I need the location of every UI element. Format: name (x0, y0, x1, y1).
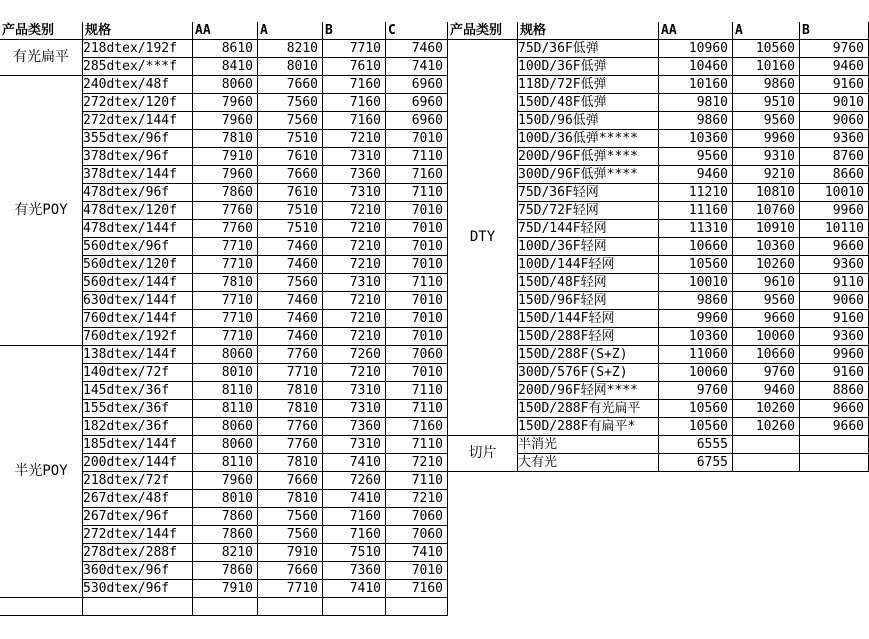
price-cell: 7060 (386, 346, 448, 364)
price-cell: 9860 (733, 76, 800, 94)
spec-cell: 150D/288F(S+Z) (518, 346, 659, 364)
spec-cell: 630dtex/144f (83, 292, 193, 310)
price-cell: 6960 (386, 112, 448, 130)
price-cell: 7560 (258, 526, 323, 544)
price-cell: 7460 (258, 238, 323, 256)
spec-cell: 300D/96F低弹**** (518, 166, 659, 184)
spec-cell: 760dtex/192f (83, 328, 193, 346)
spec-cell: 118D/72F低弹 (518, 76, 659, 94)
price-cell: 7760 (193, 202, 258, 220)
header-cell: AA (193, 22, 258, 40)
price-cell: 8060 (193, 346, 258, 364)
price-cell: 7210 (323, 238, 386, 256)
price-cell: 11210 (659, 184, 733, 202)
spec-cell: 360dtex/96f (83, 562, 193, 580)
price-cell: 9210 (733, 166, 800, 184)
price-cell: 9660 (800, 400, 869, 418)
price-cell: 8110 (193, 454, 258, 472)
price-cell: 7310 (323, 148, 386, 166)
price-cell: 7010 (386, 130, 448, 148)
header-cell: 规格 (83, 22, 193, 40)
price-cell: 8010 (193, 364, 258, 382)
price-cell: 8110 (193, 382, 258, 400)
price-cell: 9060 (800, 112, 869, 130)
price-cell: 7110 (386, 148, 448, 166)
price-cell: 7410 (323, 490, 386, 508)
price-cell: 10460 (659, 58, 733, 76)
spec-cell: 478dtex/120f (83, 202, 193, 220)
price-cell: 7910 (258, 544, 323, 562)
price-cell: 9960 (659, 310, 733, 328)
price-cell: 7110 (386, 274, 448, 292)
empty-cell (323, 598, 386, 616)
price-cell: 7360 (323, 418, 386, 436)
price-cell: 8410 (193, 58, 258, 76)
price-cell: 8060 (193, 418, 258, 436)
price-cell: 10360 (733, 238, 800, 256)
price-cell: 9660 (800, 238, 869, 256)
price-cell: 7160 (386, 166, 448, 184)
price-cell: 7260 (323, 346, 386, 364)
price-cell: 7210 (323, 292, 386, 310)
spec-cell: 378dtex/144f (83, 166, 193, 184)
price-cell: 7160 (323, 526, 386, 544)
spec-cell: 100D/36F轻网 (518, 238, 659, 256)
price-cell: 7310 (323, 274, 386, 292)
price-cell: 7160 (386, 418, 448, 436)
price-cell: 6960 (386, 94, 448, 112)
price-cell: 7960 (193, 166, 258, 184)
price-cell: 7710 (193, 328, 258, 346)
spec-cell: 185dtex/144f (83, 436, 193, 454)
empty-cell (193, 598, 258, 616)
price-cell: 9510 (733, 94, 800, 112)
price-cell: 8610 (193, 40, 258, 58)
price-cell: 10360 (659, 328, 733, 346)
spec-cell: 145dtex/36f (83, 382, 193, 400)
spec-cell: 182dtex/36f (83, 418, 193, 436)
price-cell: 10560 (733, 40, 800, 58)
price-cell: 9160 (800, 310, 869, 328)
price-cell: 8860 (800, 382, 869, 400)
price-cell: 7460 (386, 40, 448, 58)
price-cell: 7560 (258, 508, 323, 526)
price-cell: 7160 (386, 580, 448, 598)
price-cell: 7210 (323, 220, 386, 238)
price-cell: 7160 (323, 94, 386, 112)
price-cell: 9360 (800, 130, 869, 148)
spec-cell: 200dtex/144f (83, 454, 193, 472)
spec-cell: 150D/144F轻网 (518, 310, 659, 328)
price-cell: 8210 (258, 40, 323, 58)
price-cell: 7010 (386, 310, 448, 328)
spec-cell: 200D/96F低弹**** (518, 148, 659, 166)
empty-cell (386, 598, 448, 616)
price-cell: 9310 (733, 148, 800, 166)
spec-cell: 140dtex/72f (83, 364, 193, 382)
price-cell: 7860 (193, 508, 258, 526)
price-cell: 7960 (193, 94, 258, 112)
price-cell: 9360 (800, 328, 869, 346)
price-cell: 7410 (386, 58, 448, 76)
empty-cell (83, 598, 193, 616)
price-cell: 9460 (800, 58, 869, 76)
price-cell: 7810 (193, 130, 258, 148)
spec-cell: 560dtex/144f (83, 274, 193, 292)
price-cell: 7710 (258, 364, 323, 382)
spec-cell: 100D/144F轻网 (518, 256, 659, 274)
price-cell: 9760 (733, 364, 800, 382)
price-cell: 7510 (323, 544, 386, 562)
price-cell: 9860 (659, 112, 733, 130)
price-cell: 7760 (193, 220, 258, 238)
price-cell: 9160 (800, 76, 869, 94)
price-cell: 8210 (193, 544, 258, 562)
price-cell: 6755 (659, 454, 733, 472)
spec-cell: 530dtex/96f (83, 580, 193, 598)
price-cell: 7310 (323, 400, 386, 418)
price-cell: 7610 (258, 184, 323, 202)
spec-cell: 560dtex/96f (83, 238, 193, 256)
price-cell: 7710 (323, 40, 386, 58)
empty-cell (0, 598, 83, 616)
spec-cell: 75D/72F轻网 (518, 202, 659, 220)
price-cell: 7210 (323, 130, 386, 148)
price-cell: 7810 (193, 274, 258, 292)
spec-cell: 240dtex/48f (83, 76, 193, 94)
price-cell: 10660 (659, 238, 733, 256)
price-cell: 7460 (258, 328, 323, 346)
price-cell: 7210 (323, 202, 386, 220)
spec-cell: 760dtex/144f (83, 310, 193, 328)
price-cell: 10160 (733, 58, 800, 76)
spec-cell: 378dtex/96f (83, 148, 193, 166)
price-cell: 7210 (323, 328, 386, 346)
spec-cell: 100D/36F低弹 (518, 58, 659, 76)
price-cell (800, 454, 869, 472)
spec-cell: 150D/48F轻网 (518, 274, 659, 292)
spec-cell: 半消光 (518, 436, 659, 454)
spec-cell: 75D/36F轻网 (518, 184, 659, 202)
spec-cell: 150D/48F低弹 (518, 94, 659, 112)
price-cell: 10260 (733, 400, 800, 418)
price-cell: 7210 (386, 454, 448, 472)
price-cell: 7560 (258, 274, 323, 292)
price-cell: 7910 (193, 148, 258, 166)
price-cell: 6960 (386, 76, 448, 94)
price-cell: 7010 (386, 292, 448, 310)
price-cell: 7860 (193, 562, 258, 580)
price-cell: 7710 (258, 580, 323, 598)
price-cell: 10360 (659, 130, 733, 148)
price-cell: 10810 (733, 184, 800, 202)
price-cell: 9760 (659, 382, 733, 400)
price-cell: 10960 (659, 40, 733, 58)
price-cell: 8060 (193, 76, 258, 94)
price-cell: 9560 (733, 292, 800, 310)
price-cell: 9010 (800, 94, 869, 112)
header-cell: 产品类别 (448, 22, 518, 40)
price-cell: 7210 (323, 310, 386, 328)
price-cell: 7810 (258, 454, 323, 472)
category-cell: 切片 (448, 436, 518, 472)
price-cell: 9660 (733, 310, 800, 328)
header-cell: AA (659, 22, 733, 40)
price-cell: 7510 (258, 202, 323, 220)
price-cell: 10010 (800, 184, 869, 202)
price-cell: 8010 (258, 58, 323, 76)
price-cell (733, 436, 800, 454)
price-cell: 7510 (258, 130, 323, 148)
price-cell: 10560 (659, 418, 733, 436)
spec-cell: 267dtex/96f (83, 508, 193, 526)
price-cell: 10260 (733, 418, 800, 436)
price-cell: 7010 (386, 220, 448, 238)
price-cell: 9160 (800, 364, 869, 382)
price-cell: 7860 (193, 526, 258, 544)
price-cell: 7210 (323, 256, 386, 274)
spec-cell: 300D/576F(S+Z) (518, 364, 659, 382)
price-cell: 10060 (733, 328, 800, 346)
spec-cell: 278dtex/288f (83, 544, 193, 562)
price-cell: 8660 (800, 166, 869, 184)
header-cell: B (323, 22, 386, 40)
spec-cell: 285dtex/***f (83, 58, 193, 76)
price-cell: 7410 (386, 544, 448, 562)
price-cell: 7860 (193, 184, 258, 202)
price-cell: 11060 (659, 346, 733, 364)
price-cell: 7660 (258, 76, 323, 94)
price-cell: 8010 (193, 490, 258, 508)
price-cell: 7160 (323, 112, 386, 130)
price-cell: 10560 (659, 400, 733, 418)
price-cell: 11160 (659, 202, 733, 220)
price-cell: 9960 (733, 130, 800, 148)
spec-cell: 218dtex/72f (83, 472, 193, 490)
price-cell: 7160 (323, 508, 386, 526)
price-cell (800, 436, 869, 454)
spec-cell: 150D/288F有光扁平 (518, 400, 659, 418)
spec-cell: 150D/288F有扁平* (518, 418, 659, 436)
price-cell: 7060 (386, 526, 448, 544)
price-cell: 7660 (258, 562, 323, 580)
price-cell: 10910 (733, 220, 800, 238)
price-cell: 7760 (258, 436, 323, 454)
spec-cell: 150D/288F轻网 (518, 328, 659, 346)
price-cell: 6555 (659, 436, 733, 454)
price-cell: 7110 (386, 184, 448, 202)
price-cell: 7310 (323, 184, 386, 202)
header-cell: 规格 (518, 22, 659, 40)
price-cell: 7110 (386, 400, 448, 418)
spec-cell: 272dtex/144f (83, 526, 193, 544)
spec-cell: 138dtex/144f (83, 346, 193, 364)
price-cell: 7610 (323, 58, 386, 76)
price-cell: 7660 (258, 166, 323, 184)
header-cell: C (386, 22, 448, 40)
price-cell: 7010 (386, 364, 448, 382)
spec-cell: 75D/144F轻网 (518, 220, 659, 238)
price-cell: 7960 (193, 112, 258, 130)
spec-cell: 478dtex/96f (83, 184, 193, 202)
price-cell: 10110 (800, 220, 869, 238)
price-cell: 9360 (800, 256, 869, 274)
price-cell: 7710 (193, 310, 258, 328)
category-cell: DTY (448, 40, 518, 436)
spec-cell: 75D/36F低弹 (518, 40, 659, 58)
price-cell: 10660 (733, 346, 800, 364)
price-cell: 7310 (323, 382, 386, 400)
category-cell: 半光POY (0, 346, 83, 598)
price-cell: 7410 (323, 580, 386, 598)
price-cell: 7360 (323, 562, 386, 580)
price-cell: 10760 (733, 202, 800, 220)
price-cell: 10010 (659, 274, 733, 292)
price-cell: 7160 (323, 76, 386, 94)
price-cell: 7010 (386, 202, 448, 220)
price-cell: 8760 (800, 148, 869, 166)
price-cell: 10160 (659, 76, 733, 94)
price-cell: 9760 (800, 40, 869, 58)
price-cell: 7610 (258, 148, 323, 166)
price-cell: 10260 (733, 256, 800, 274)
spec-cell: 218dtex/192f (83, 40, 193, 58)
header-cell: 产品类别 (0, 22, 83, 40)
spec-cell: 267dtex/48f (83, 490, 193, 508)
price-cell: 7960 (193, 472, 258, 490)
price-cell: 7660 (258, 472, 323, 490)
spec-cell: 200D/96F轻网**** (518, 382, 659, 400)
price-cell: 7110 (386, 472, 448, 490)
price-cell: 9660 (800, 418, 869, 436)
price-cell: 11310 (659, 220, 733, 238)
price-cell: 7210 (323, 364, 386, 382)
spec-cell: 560dtex/120f (83, 256, 193, 274)
price-cell: 7910 (193, 580, 258, 598)
price-cell: 7460 (258, 256, 323, 274)
price-cell: 9110 (800, 274, 869, 292)
price-cell: 8110 (193, 400, 258, 418)
spec-cell: 150D/96低弹 (518, 112, 659, 130)
price-cell: 9060 (800, 292, 869, 310)
price-cell (733, 454, 800, 472)
header-cell: A (733, 22, 800, 40)
price-cell: 7010 (386, 238, 448, 256)
price-cell: 7710 (193, 238, 258, 256)
price-cell: 9560 (733, 112, 800, 130)
price-cell: 9460 (659, 166, 733, 184)
price-cell: 9860 (659, 292, 733, 310)
category-cell: 有光扁平 (0, 40, 83, 76)
price-cell: 9960 (800, 202, 869, 220)
spec-cell: 100D/36低弹***** (518, 130, 659, 148)
spec-cell: 大有光 (518, 454, 659, 472)
price-cell: 7460 (258, 292, 323, 310)
price-cell: 9610 (733, 274, 800, 292)
price-cell: 7010 (386, 328, 448, 346)
price-cell: 7010 (386, 256, 448, 274)
price-cell: 7560 (258, 94, 323, 112)
price-cell: 9960 (800, 346, 869, 364)
price-cell: 9560 (659, 148, 733, 166)
price-cell: 7710 (193, 256, 258, 274)
spec-cell: 272dtex/120f (83, 94, 193, 112)
price-cell: 7110 (386, 382, 448, 400)
price-cell: 7810 (258, 490, 323, 508)
price-cell: 7360 (323, 166, 386, 184)
price-cell: 7060 (386, 508, 448, 526)
price-cell: 9810 (659, 94, 733, 112)
spec-cell: 355dtex/96f (83, 130, 193, 148)
price-cell: 7560 (258, 112, 323, 130)
price-cell: 7760 (258, 418, 323, 436)
empty-cell (258, 598, 323, 616)
price-cell: 7810 (258, 400, 323, 418)
spec-cell: 155dtex/36f (83, 400, 193, 418)
price-cell: 10560 (659, 256, 733, 274)
price-cell: 7110 (386, 436, 448, 454)
price-cell: 10060 (659, 364, 733, 382)
price-cell: 7310 (323, 436, 386, 454)
price-cell: 7210 (386, 490, 448, 508)
price-cell: 7010 (386, 562, 448, 580)
price-cell: 7760 (258, 346, 323, 364)
spec-cell: 478dtex/144f (83, 220, 193, 238)
price-cell: 7510 (258, 220, 323, 238)
price-cell: 7260 (323, 472, 386, 490)
price-cell: 7710 (193, 292, 258, 310)
spec-cell: 272dtex/144f (83, 112, 193, 130)
price-cell: 7810 (258, 382, 323, 400)
price-cell: 7460 (258, 310, 323, 328)
price-cell: 8060 (193, 436, 258, 454)
price-cell: 9460 (733, 382, 800, 400)
price-cell: 7410 (323, 454, 386, 472)
spec-cell: 150D/96F轻网 (518, 292, 659, 310)
header-cell: A (258, 22, 323, 40)
header-cell: B (800, 22, 869, 40)
category-cell: 有光POY (0, 76, 83, 346)
